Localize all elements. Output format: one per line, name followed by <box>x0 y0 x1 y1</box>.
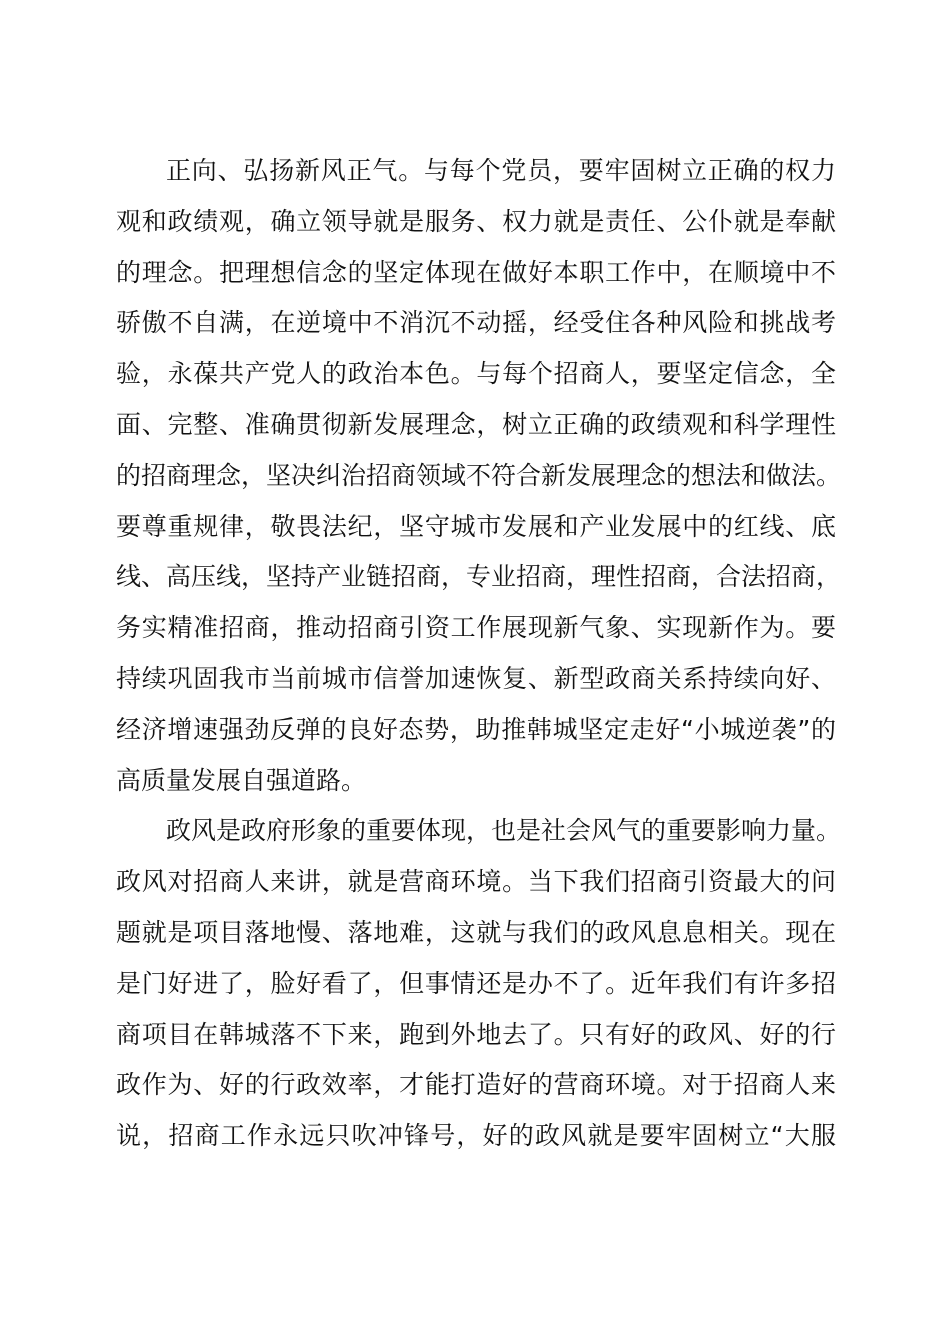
body-text <box>116 146 842 1162</box>
text-line: 正向、弘扬新风正气。与每个党员，要牢固树立正确的权力 <box>166 156 836 185</box>
text-line: 说，招商工作永远只吹冲锋号，好的政风就是要牢固树立“大服 <box>116 1121 836 1151</box>
text-line: 题就是项目落地慢、落地难，这就与我们的政风息息相关。现在 <box>116 917 836 947</box>
text-line: 商项目在韩城落不下来，跑到外地去了。只有好的政风、好的行 <box>116 1019 836 1049</box>
text-line: 是门好进了，脸好看了，但事情还是办不了。近年我们有许多招 <box>116 968 836 998</box>
text-line: 观和政绩观，确立领导就是服务、权力就是责任、公仆就是奉献 <box>116 206 836 236</box>
text-line: 的招商理念，坚决纠治招商领域不符合新发展理念的想法和做法。 <box>116 460 842 490</box>
text-line: 要尊重规律，敬畏法纪，坚守城市发展和产业发展中的红线、底 <box>116 511 836 541</box>
text-line: 政作为、好的行政效率，才能打造好的营商环境。对于招商人来 <box>116 1070 836 1100</box>
text-line: 务实精准招商，推动招商引资工作展现新气象、实现新作为。要 <box>116 613 836 643</box>
text-line: 高质量发展自强道路。 <box>116 765 367 795</box>
text-line: 线、高压线，坚持产业链招商，专业招商，理性招商，合法招商， <box>116 562 842 592</box>
text-line: 经济增速强劲反弹的良好态势，助推韩城坚定走好“小城逆袭”的 <box>116 714 836 744</box>
text-line: 的理念。把理想信念的坚定体现在做好本职工作中，在顺境中不 <box>116 257 836 287</box>
text-line: 持续巩固我市当前城市信誉加速恢复、新型政商关系持续向好、 <box>116 663 836 693</box>
text-line: 骄傲不自满，在逆境中不消沉不动摇，经受住各种风险和挑战考 <box>116 308 836 338</box>
text-line: 验，永葆共产党人的政治本色。与每个招商人，要坚定信念，全 <box>116 359 836 389</box>
text-line: 政风是政府形象的重要体现，也是社会风气的重要影响力量。 <box>166 816 842 846</box>
text-line: 面、完整、准确贯彻新发展理念，树立正确的政绩观和科学理性 <box>116 409 836 439</box>
text-line: 政风对招商人来讲，就是营商环境。当下我们招商引资最大的问 <box>116 867 836 897</box>
